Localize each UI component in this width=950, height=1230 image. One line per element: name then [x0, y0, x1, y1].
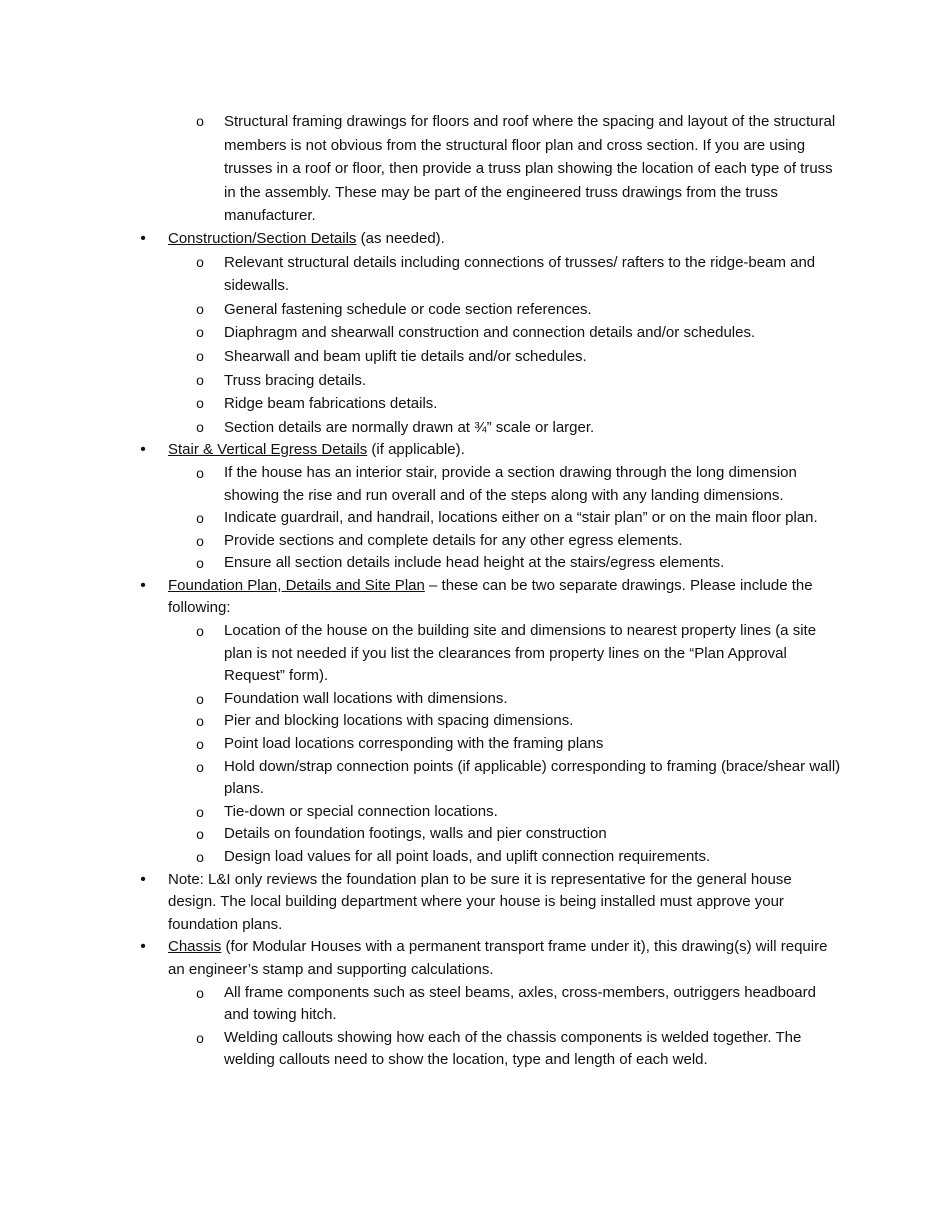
list-item-text: If the house has an interior stair, provide a section drawing through the long dimension showing the rise and run overall and of the steps along with any landing dimensions. — [224, 463, 797, 504]
section-list — [0, 228, 950, 1072]
list-item — [0, 1027, 950, 1072]
list-item-text: Welding callouts showing how each of the chassis components is welded together. The welding callouts need to show the location, type and length of each weld. — [224, 1028, 802, 1069]
list-item — [0, 846, 950, 869]
hollow-bullet: o — [196, 532, 204, 549]
list-item-text: Indicate guardrail, and handrail, locations either on a “stair plan” or on the main floor plan. — [224, 509, 818, 527]
list-item-text: Structural framing drawings for floors and roof where the spacing and layout of the structural members is not obvious from the structural floor plan and cross section. If you are using trusses in a roof or floor, then provide a truss plan showing the location of each type of truss in the assembly. These may be part of the engineered truss drawings from the truss manufacturer. — [224, 113, 836, 225]
hollow-bullet: o — [196, 803, 204, 820]
list-item — [0, 462, 950, 507]
solid-bullet: • — [140, 576, 146, 594]
list-item-text: Location of the house on the building site and dimensions to nearest property lines (a site plan is not needed if you list the clearances from property lines on the “Plan Approval Request” form). — [224, 622, 817, 685]
section-suffix: (for Modular Houses with a permanent transport frame under it), this drawing(s) will require an engineer’s stamp and supporting calculations. — [168, 938, 828, 978]
list-item-text: Shearwall and beam uplift tie details and/or schedules. — [224, 347, 587, 365]
list-item — [0, 756, 950, 801]
list-item — [0, 801, 950, 824]
sub-list-wrapper — [0, 620, 950, 869]
hollow-bullet: o — [196, 690, 204, 707]
lead-sub-list — [0, 110, 950, 228]
hollow-bullet: o — [196, 713, 204, 730]
sub-list — [0, 982, 950, 1072]
solid-bullet: • — [140, 229, 146, 247]
list-item — [0, 416, 950, 440]
sub-list — [0, 251, 950, 440]
hollow-bullet: o — [196, 758, 204, 775]
note-text: Note: L&I only reviews the foundation plan to be sure it is representative for the general house design. The local building department where your house is being installed must approve your foundation plans. — [168, 870, 792, 933]
list-item-text: Foundation wall locations with dimensions. — [224, 689, 508, 707]
list-item-text: Truss bracing details. — [224, 371, 367, 389]
hollow-bullet: o — [196, 324, 204, 341]
list-item-text: All frame components such as steel beams, axles, cross-members, outriggers headboard and towing hitch. — [224, 983, 816, 1024]
list-item — [0, 298, 950, 322]
list-item — [0, 369, 950, 393]
section-title: Construction/Section Details — [168, 229, 357, 247]
sub-list — [0, 620, 950, 869]
list-item-text: Diaphragm and shearwall construction and connection details and/or schedules. — [224, 324, 756, 342]
hollow-bullet: o — [196, 300, 204, 317]
hollow-bullet: o — [196, 418, 204, 435]
hollow-bullet: o — [196, 510, 204, 527]
list-item — [0, 321, 950, 345]
hollow-bullet: o — [196, 555, 204, 572]
solid-bullet: • — [140, 441, 146, 459]
list-item-text: Ridge beam fabrications details. — [224, 395, 438, 413]
list-item-text: Point load locations corresponding with the framing plans — [224, 735, 604, 753]
sub-list-wrapper — [0, 251, 950, 440]
section-title: Foundation Plan, Details and Site Plan — [168, 576, 425, 594]
list-item-text: Details on foundation footings, walls and pier construction — [224, 825, 607, 843]
list-item-text: General fastening schedule or code section references. — [224, 300, 592, 318]
section-suffix: (as needed). — [356, 229, 445, 247]
section-item — [0, 936, 950, 981]
hollow-bullet: o — [196, 1029, 204, 1046]
section-title: Chassis — [168, 938, 222, 956]
hollow-bullet: o — [196, 623, 204, 640]
hollow-bullet: o — [196, 464, 204, 481]
section-item — [0, 575, 950, 620]
list-item — [0, 392, 950, 416]
hollow-bullet: o — [196, 253, 204, 270]
sub-list-wrapper — [0, 462, 950, 575]
list-item — [0, 507, 950, 530]
list-item-text: Provide sections and complete details for any other egress elements. — [224, 531, 683, 549]
list-item-text: Design load values for all point loads, and uplift connection requirements. — [224, 848, 711, 865]
list-item — [0, 251, 950, 298]
list-item — [0, 530, 950, 553]
note-item — [0, 869, 950, 937]
hollow-bullet: o — [196, 826, 204, 843]
list-item — [0, 710, 950, 733]
section-title: Stair & Vertical Egress Details — [168, 441, 368, 459]
sub-list-wrapper — [0, 982, 950, 1072]
list-item-text: Hold down/strap connection points (if applicable) corresponding to framing (brace/shear wall) plans. — [224, 757, 841, 798]
hollow-bullet: o — [196, 984, 204, 1001]
solid-bullet: • — [140, 870, 146, 888]
section-suffix: (if applicable). — [367, 441, 465, 459]
list-item-text: Ensure all section details include head height at the stairs/egress elements. — [224, 554, 725, 572]
list-item — [0, 688, 950, 711]
list-item-text: Tie-down or special connection locations. — [224, 802, 498, 820]
list-item-text: Relevant structural details including connections of trusses/ rafters to the ridge-beam and sidewalls. — [224, 253, 816, 295]
list-item-text: Section details are normally drawn at ¾” scale or larger. — [224, 418, 595, 436]
section-item — [0, 439, 950, 462]
hollow-bullet: o — [196, 347, 204, 364]
list-item — [0, 982, 950, 1027]
document-body — [0, 110, 950, 1072]
section-item — [0, 228, 950, 251]
hollow-bullet: o — [196, 113, 204, 129]
list-item — [0, 110, 950, 228]
hollow-bullet: o — [196, 849, 204, 865]
sub-list — [0, 462, 950, 575]
hollow-bullet: o — [196, 371, 204, 388]
hollow-bullet: o — [196, 736, 204, 753]
list-item — [0, 733, 950, 756]
solid-bullet: • — [140, 938, 146, 956]
list-item-text: Pier and blocking locations with spacing dimensions. — [224, 712, 574, 730]
list-item — [0, 345, 950, 369]
section-suffix: – these can be two separate drawings. Please include the following: — [168, 576, 813, 617]
hollow-bullet: o — [196, 395, 204, 412]
list-item — [0, 620, 950, 688]
list-item — [0, 552, 950, 575]
list-item — [0, 823, 950, 846]
